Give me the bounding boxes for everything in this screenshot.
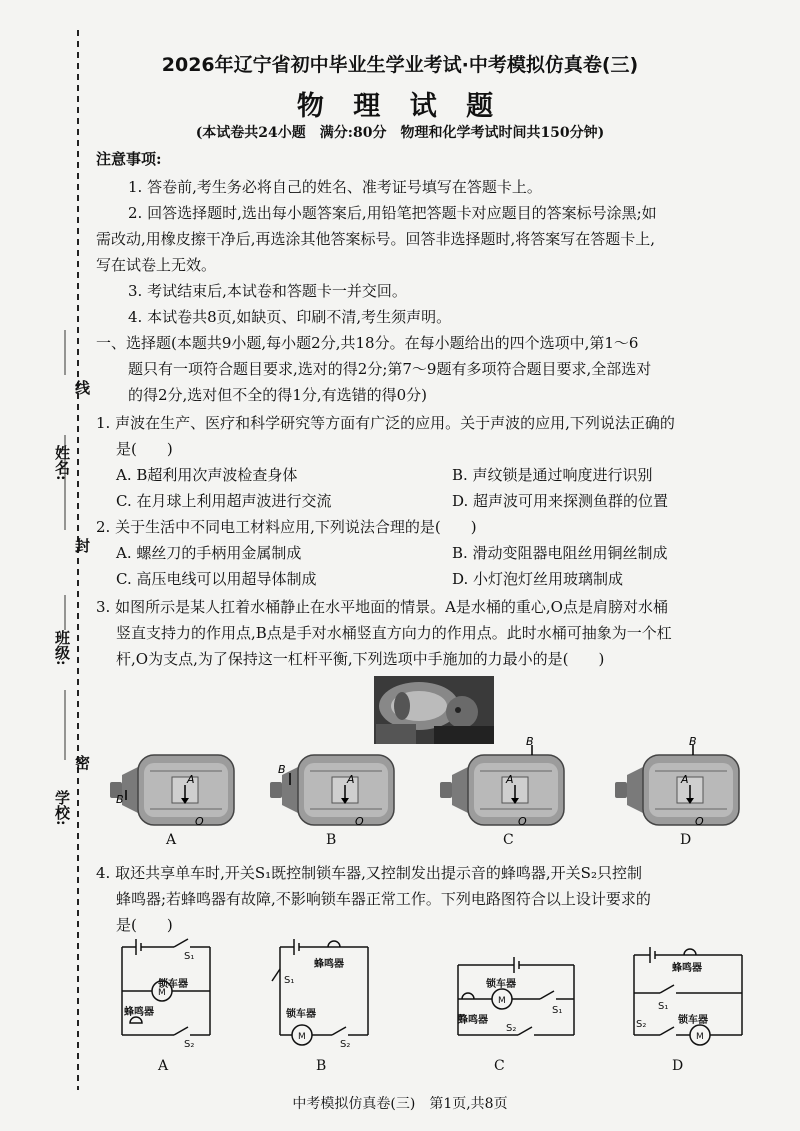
q3-option-label-d: D [680,832,692,848]
q2-option-d: D. 小灯泡灯丝用玻璃制成 [452,570,624,588]
section-line: 的得2分,选对但不全的得1分,有选错的得0分) [128,386,428,404]
q3-stem-cont: 竖直支持力的作用点,B点是手对水桶竖直方向力的作用点。此时水桶可抽象为一个杠 [116,624,672,642]
note-item: 需改动,用橡皮擦干净后,再选涂其他答案标号。回答非选择题时,将答案写在答题卡上, [96,230,656,248]
q4-option-label-a: A [158,1058,169,1074]
point-b-label: B [526,735,534,748]
motor-label: M [696,1032,704,1042]
point-a-label: A [506,773,514,786]
q4-option-label-b: B [316,1058,327,1074]
note-item: 3. 考试结束后,本试卷和答题卡一并交回。 [128,282,407,300]
point-b-label: B [689,735,697,748]
binding-margin [40,30,91,1090]
lock-label: 锁车器 [486,979,516,990]
motor-label: M [498,996,506,1006]
s1-label: S₁ [658,1001,669,1012]
motor-label: M [158,988,166,998]
page-footer: 中考模拟仿真卷(三) 第1页,共8页 [292,1096,508,1112]
seal-mark-mi: 密 [73,755,91,770]
q1-option-b: B. 声纹锁是通过响度进行识别 [452,466,653,484]
person-carrying-bucket-photo [374,676,494,744]
buzzer-label: 蜂鸣器 [458,1015,488,1026]
seal-mark-xian: 线 [73,380,91,395]
q1-option-c: C. 在月球上利用超声波进行交流 [116,492,332,510]
s2-label: S₂ [506,1023,517,1034]
motor-label: M [298,1032,306,1042]
q1-stem-cont: 是( ) [116,440,173,458]
point-o-label: O [355,815,364,828]
circuit-b [272,939,368,1045]
q3-option-label-a: A [166,832,177,848]
subject-title: 物 理 试 题 [296,91,504,122]
q3-option-label-c: C [503,832,514,848]
point-a-label: A [187,773,195,786]
q3-stem-cont: 杆,O为支点,为了保持这一杠杆平衡,下列选项中手施加的力最小的是( ) [116,650,605,668]
q4-option-label-d: D [672,1058,684,1074]
q1-option-a: A. B超利用次声波检查身体 [116,466,298,484]
q1-stem: 1. 声波在生产、医疗和科学研究等方面有广泛的应用。关于声波的应用,下列说法正确的 [96,414,675,432]
buzzer-label: 蜂鸣器 [124,1007,154,1018]
q3-bucket-figures [110,735,760,850]
lock-label: 锁车器 [158,979,188,990]
q4-option-label-c: C [494,1058,505,1074]
s1-label: S₁ [284,975,295,986]
notes-heading: 注意事项: [96,150,162,168]
section-line: 题只有一项符合题目要求,选对的得2分;第7～9题有多项符合题目要求,全部选对 [128,360,652,378]
q3-option-label-b: B [326,832,337,848]
q3-stem: 3. 如图所示是某人扛着水桶静止在水平地面的情景。A是水桶的重心,O点是肩膀对水桶 [96,598,668,616]
seal-mark-feng: 封 [73,538,91,553]
name-label: 姓名: [53,445,71,481]
q1-option-d: D. 超声波可用来探测鱼群的位置 [452,492,669,510]
buzzer-label: 蜂鸣器 [672,963,702,974]
lock-label: 锁车器 [286,1009,316,1020]
s2-label: S₂ [636,1019,647,1030]
bucket-option-b [270,755,394,828]
point-a-label: A [347,773,355,786]
school-label: 学校: [53,790,71,826]
q2-stem: 2. 关于生活中不同电工材料应用,下列说法合理的是( ) [96,518,477,536]
note-item: 4. 本试卷共8页,如缺页、印刷不清,考生须声明。 [128,308,452,326]
exam-info: (本试卷共24小题 满分:80分 物理和化学考试时间共150分钟) [195,125,605,141]
note-item: 写在试卷上无效。 [96,256,217,274]
note-item: 1. 答卷前,考生务必将自己的姓名、准考证号填写在答题卡上。 [128,178,542,196]
class-label: 班级: [53,630,71,666]
circuit-d [634,947,742,1045]
lock-label: 锁车器 [678,1015,708,1026]
q4-circuit-diagrams [110,935,750,1055]
s2-label: S₂ [340,1039,351,1050]
q4-stem: 4. 取还共享单车时,开关S₁既控制锁车器,又控制发出提示音的蜂鸣器,开关S₂只控制 [96,864,642,882]
s1-label: S₁ [552,1005,563,1016]
binding-dashed-line [40,30,80,1090]
q2-option-a: A. 螺丝刀的手柄用金属制成 [116,544,302,562]
note-item: 2. 回答选择题时,选出每小题答案后,用铅笔把答题卡对应题目的答案标号涂黑;如 [128,204,657,222]
point-o-label: O [695,815,704,828]
exam-title: 2026年辽宁省初中毕业生学业考试·中考模拟仿真卷(三) [161,54,639,76]
point-b-label: B [278,763,286,776]
bucket-option-a [110,755,234,828]
point-a-label: A [681,773,689,786]
q4-stem-cont: 蜂鸣器;若蜂鸣器有故障,不影响锁车器正常工作。下列电路图符合以上设计要求的 [116,890,651,908]
bucket-option-c [440,735,564,828]
q2-option-b: B. 滑动变阻器电阻丝用铜丝制成 [452,544,668,562]
point-o-label: O [518,815,527,828]
point-o-label: O [195,815,204,828]
q2-option-c: C. 高压电线可以用超导体制成 [116,570,317,588]
point-b-label: B [116,793,124,806]
s2-label: S₂ [184,1039,195,1050]
bucket-option-d [615,735,739,828]
s1-label: S₁ [184,951,195,962]
section-heading: 一、选择题(本题共9小题,每小题2分,共18分。在每小题给出的四个选项中,第1～6 [96,334,639,352]
q4-stem-cont: 是( ) [116,916,173,934]
buzzer-label: 蜂鸣器 [314,959,344,970]
